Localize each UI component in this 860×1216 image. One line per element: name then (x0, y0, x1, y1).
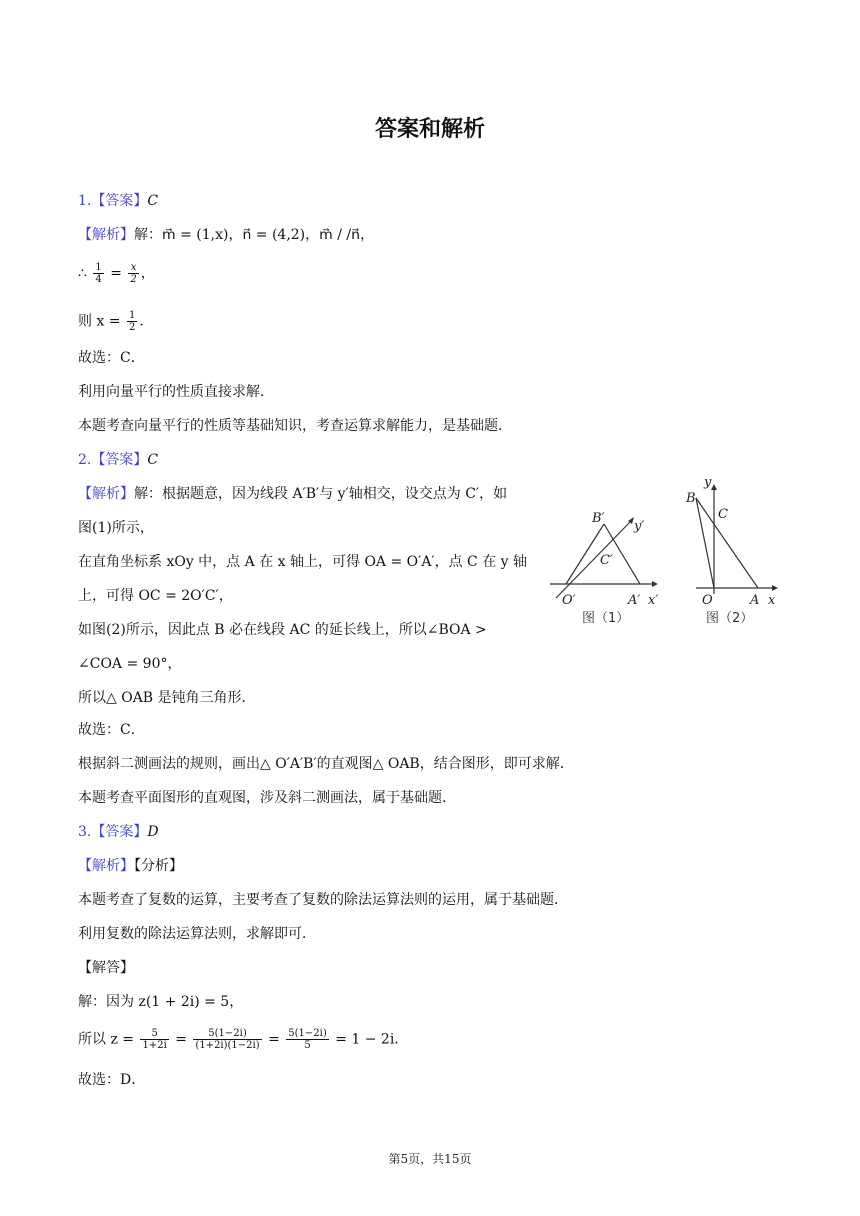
q1-analysis-tag: 【解析】 (78, 227, 134, 243)
q3-analysis-tag: 【解析】 (78, 858, 134, 874)
fig2-label-x: x (768, 593, 776, 608)
q3-line2: 利用复数的除法运算法则，求解即可． (78, 926, 316, 942)
q2-header (78, 450, 158, 470)
q1-f1-den: 4 (95, 274, 102, 285)
fig1-label-a: A′ (628, 593, 641, 608)
fig2-label-c: C (718, 507, 728, 522)
fig2-label-a: A (750, 593, 760, 608)
q3-fraction-2 (193, 1028, 261, 1051)
fig2-y-arrow (711, 484, 717, 490)
q3-sub-tag: 【分析】 (134, 858, 183, 874)
q1-analysis-line1 (78, 225, 374, 245)
fig2-x-arrow (772, 585, 778, 591)
q1-fraction-2 (128, 262, 138, 285)
q3-number: 3. (78, 824, 92, 840)
fig2-label-o: O (702, 593, 713, 608)
q3-analysis-line (78, 856, 183, 876)
q2-line10: 本题考查平面图形的直观图，涉及斜二测画法，属于基础题． (78, 790, 456, 806)
q3-f3-den: 5 (304, 1040, 311, 1051)
q3-answer: D (147, 824, 159, 840)
q3-f1-den: 1+2i (142, 1040, 167, 1051)
q1-eq: = (110, 265, 122, 282)
q3-fraction-1 (140, 1028, 168, 1051)
fig1-label-o: O′ (562, 593, 576, 608)
therefore-symbol: ∴ (78, 265, 87, 282)
q3-line4-suffix: = 1 − 2i． (335, 1031, 409, 1048)
q1-f1-num: 1 (95, 262, 102, 273)
fig1-caption: 图（1） (582, 611, 630, 626)
q3-eq-2: = (268, 1031, 280, 1048)
q1-line4: 故选：C． (78, 350, 145, 366)
q2-number: 2. (78, 452, 92, 468)
q2-analysis-tag: 【解析】 (78, 486, 134, 502)
q3-line3: 解：因为 z(1 + 2i) = 5， (78, 994, 244, 1010)
q1-line6: 本题考查向量平行的性质等基础知识，考查运算求解能力，是基础题． (78, 418, 512, 434)
fig1-label-b: B′ (592, 511, 605, 526)
page-footer: 第5页，共15页 (388, 1152, 472, 1166)
fig1-label-y: y′ (634, 519, 645, 534)
q2-line1-text: 解：根据题意，因为线段 A′B′与 y′轴相交，设交点为 C′，如 (134, 486, 508, 502)
figure-2 (696, 484, 778, 594)
q2-line7: 所以△ OAB 是钝角三角形． (78, 690, 256, 706)
q3-fraction-3 (286, 1028, 328, 1051)
fig2-caption: 图（2） (706, 611, 754, 626)
q1-line1-text: 解：m⃗ = (1,x)，n⃗ = (4,2)，m⃗ / /n⃗， (134, 227, 374, 243)
q3-header (78, 822, 159, 842)
q1-number: 1. (78, 193, 92, 209)
q3-f3-num: 5(1−2i) (288, 1028, 327, 1039)
q2-figure-svg (548, 472, 788, 632)
q1-line2-suffix: ， (140, 265, 155, 282)
fig1-label-x: x′ (648, 593, 659, 608)
q3-f2-num: 5(1−2i) (193, 1028, 261, 1040)
fig1-label-c: C′ (600, 553, 613, 568)
q2-line2: 图(1)所示， (78, 520, 154, 536)
q2-analysis-line1 (78, 484, 507, 504)
fig2-label-b: B (686, 491, 696, 506)
q3-f2-den: (1+2i)(1−2i) (195, 1040, 260, 1051)
q2-line6: ∠COA = 90°， (78, 656, 182, 672)
q1-f2-num: x (128, 262, 138, 274)
fig1-y-axis (556, 520, 632, 598)
q1-line2 (78, 262, 155, 285)
q3-line4 (78, 1028, 408, 1051)
q2-line8: 故选：C． (78, 722, 145, 738)
q3-line5: 故选：D． (78, 1072, 146, 1088)
q1-line3 (78, 310, 153, 333)
q2-answer: C (147, 452, 159, 468)
q3-solve-tag: 【解答】 (78, 960, 134, 976)
q2-answer-tag: 【答案】 (91, 452, 148, 468)
q3-f1-num: 5 (140, 1028, 168, 1040)
q1-line3-prefix: 则 x = (78, 313, 121, 330)
q3-eq-1: = (175, 1031, 187, 1048)
q1-f3-num: 1 (128, 310, 136, 321)
q3-line1: 本题考查了复数的运算，主要考查了复数的除法运算法则的运用，属于基础题． (78, 892, 568, 908)
q1-fraction-3 (127, 310, 137, 333)
q1-line3-suffix: ． (139, 313, 154, 330)
q1-header (78, 191, 158, 211)
q3-line4-prefix: 所以 z = (78, 1031, 135, 1048)
q3-answer-tag: 【答案】 (91, 824, 148, 840)
q1-fraction-1 (93, 262, 103, 285)
q2-line4: 上，可得 OC = 2O′C′， (78, 588, 233, 604)
q2-figure (548, 472, 788, 636)
q1-answer: C (147, 193, 159, 209)
q1-f3-den: 2 (128, 322, 136, 333)
q1-answer-tag: 【答案】 (91, 193, 148, 209)
q1-line5: 利用向量平行的性质直接求解． (78, 384, 274, 400)
fig1-x-arrow (652, 581, 658, 587)
q2-line5: 如图(2)所示，因此点 B 必在线段 AC 的延长线上，所以∠BOA > (78, 622, 487, 638)
page-title: 答案和解析 (374, 117, 485, 142)
q2-line9: 根据斜二测画法的规则，画出△ O′A′B′的直观图△ OAB，结合图形，即可求解． (78, 756, 574, 772)
q1-f2-den: 2 (130, 274, 137, 285)
fig2-label-y: y (704, 475, 712, 490)
q2-line3: 在直角坐标系 xOy 中，点 A 在 x 轴上，可得 OA = O′A′，点 C 在 y 轴 (78, 554, 528, 570)
